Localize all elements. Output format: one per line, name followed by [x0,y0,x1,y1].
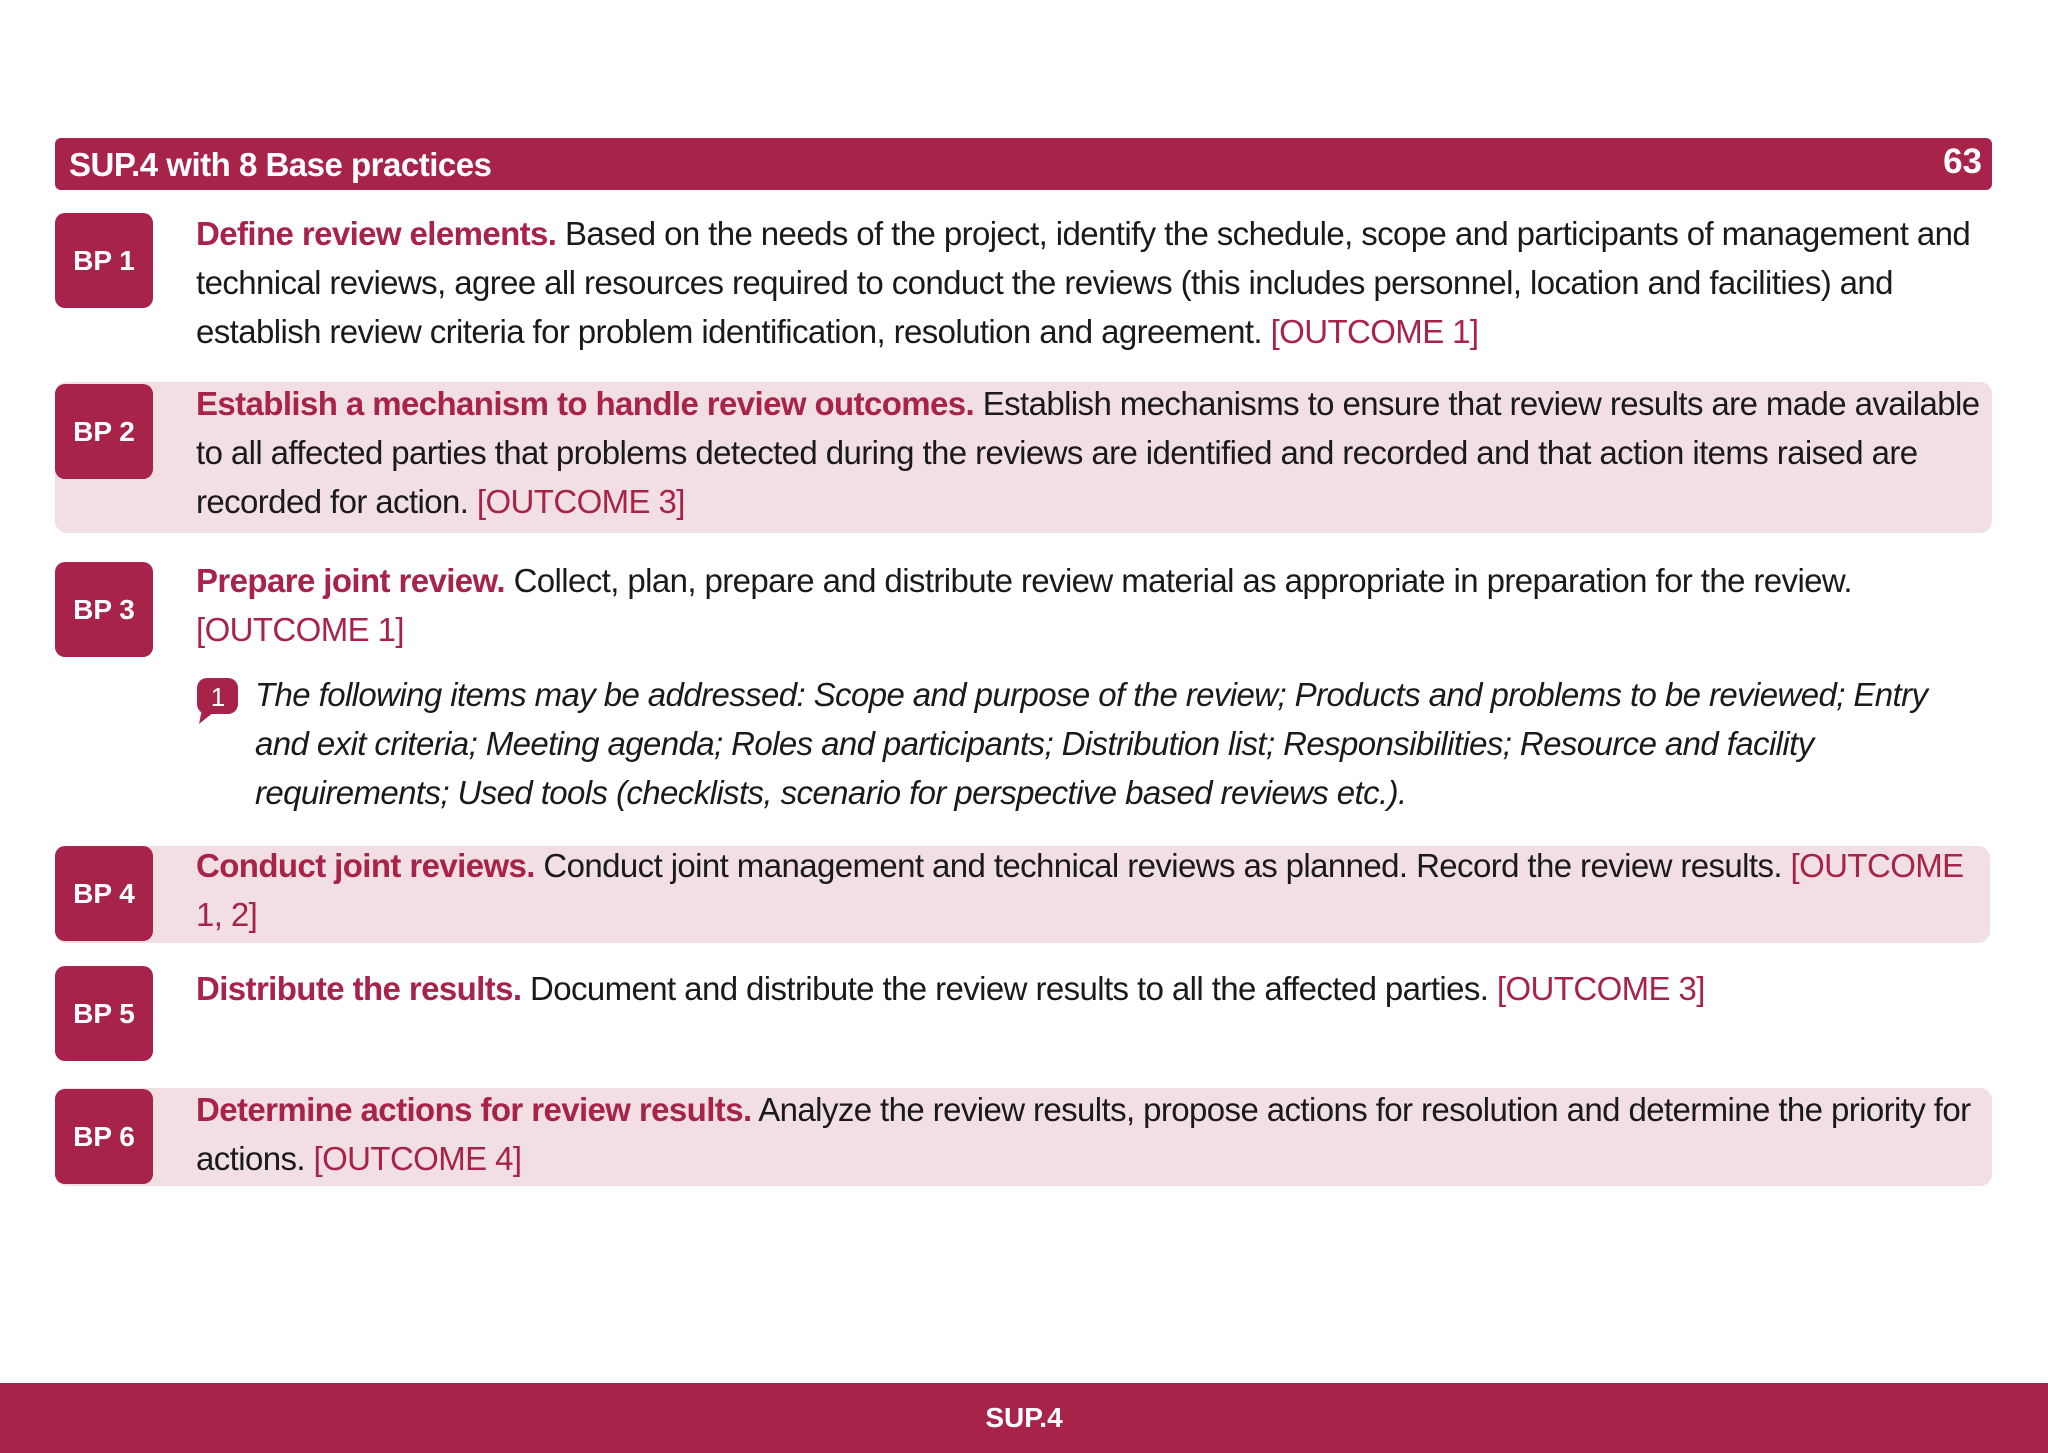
bp-description: Collect, plan, prepare and distribute review material as appropriate in preparation for the review. [513,562,1852,599]
bp-outcome: [OUTCOME 3] [1496,970,1705,1007]
bp-outcome: [OUTCOME 1, 2] [196,847,1964,933]
note-text: The following items may be addressed: Scope and purpose of the review; Products and problems to be reviewed; Entry and exit criteria; Meeting agenda; Roles and participants; Distribution list; Responsibilities; Resource and facility requirements; Used tools (checklists, scenario for perspective based reviews etc.). [255,676,1928,811]
bp-text [196,841,1996,939]
base-practice-row-4 [55,846,1990,943]
bp-badge: BP 6 [55,1089,153,1184]
bp-title: Distribute the results. [196,970,522,1007]
bp-title: Determine actions for review results. [196,1091,752,1128]
bp-outcome: [OUTCOME 1] [1270,313,1479,350]
section-header [55,138,1992,190]
bp-title: Prepare joint review. [196,562,505,599]
bp-badge: BP 5 [55,966,153,1061]
page-number: 63 [1943,142,1982,181]
bp-title: Establish a mechanism to handle review outcomes. [196,385,975,422]
bp-outcome: [OUTCOME 3] [476,483,685,520]
base-practice-row-6 [55,1088,1992,1186]
section-title: SUP.4 with 8 Base practices [69,146,492,183]
bp-description: Analyze the review results, propose actions for resolution and determine the priority for actions. [196,1091,1971,1177]
base-practice-row-1 [55,213,1992,353]
bp-text [196,1085,1996,1183]
bp-badge: BP 1 [55,213,153,308]
bp-description: Based on the needs of the project, identify the schedule, scope and participants of management and technical reviews, agree all resources required to conduct the reviews (this includes personnel, location and facilities) and establish review criteria for problem identification, resolution and agreement. [196,215,1971,350]
base-practice-row-5 [55,966,1992,1063]
footer-label: SUP.4 [985,1402,1063,1433]
bp-outcome: [OUTCOME 1] [196,611,404,648]
bp-badge: BP 2 [55,384,153,479]
bp-title: Define review elements. [196,215,557,252]
bp-description: Establish mechanisms to ensure that review results are made available to all affected parties that problems detected during the reviews are identified and recorded and that action items raised are recorded for action. [196,385,1980,520]
bp-description: Conduct joint management and technical reviews as planned. Record the review results. [543,847,1782,884]
bp-text [196,964,1996,1013]
footer-bar [0,1383,2048,1453]
base-practice-row-2 [55,382,1992,533]
bp-text [196,209,1996,356]
bp-badge: BP 3 [55,562,153,657]
note-bubble-icon [196,677,239,725]
bp-description: Document and distribute the review results to all the affected parties. [530,970,1489,1007]
note-number: 1 [210,682,226,712]
base-practice-row-3 [55,562,1992,662]
bp-text [196,556,1996,654]
bp-text [196,379,1996,526]
bp-title: Conduct joint reviews. [196,847,535,884]
bp-outcome: [OUTCOME 4] [313,1140,522,1177]
bp-badge: BP 4 [55,846,153,941]
